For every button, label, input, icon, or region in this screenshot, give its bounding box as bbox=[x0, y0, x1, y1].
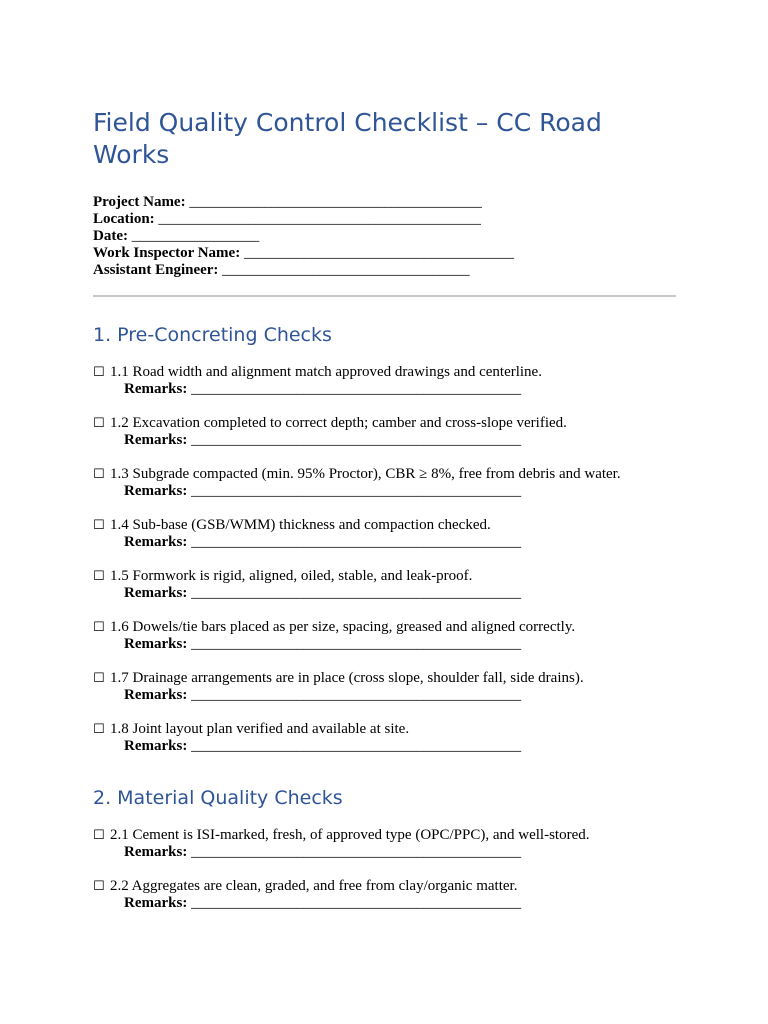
field-work-inspector bbox=[93, 245, 676, 262]
field-label: Date: bbox=[93, 228, 128, 244]
project-info-fields bbox=[93, 194, 676, 279]
checkbox-icon[interactable]: ☐ bbox=[93, 828, 105, 843]
remarks-blank: ____________________________________________ bbox=[187, 381, 522, 397]
remarks-blank: ____________________________________________ bbox=[187, 483, 522, 499]
remarks-label: Remarks: bbox=[124, 687, 188, 703]
field-label: Work Inspector Name: bbox=[93, 245, 241, 261]
remarks-blank: ____________________________________________ bbox=[187, 738, 522, 754]
remarks-blank: ____________________________________________ bbox=[187, 636, 522, 652]
remarks-label: Remarks: bbox=[124, 432, 188, 448]
field-blank: _________________ bbox=[127, 228, 260, 244]
field-project-name bbox=[93, 194, 676, 211]
remarks-label: Remarks: bbox=[124, 844, 188, 860]
remarks-blank: ____________________________________________ bbox=[187, 432, 522, 448]
checkbox-icon[interactable]: ☐ bbox=[93, 518, 105, 533]
field-blank: ___________________________________________ bbox=[154, 211, 481, 227]
checkbox-icon[interactable]: ☐ bbox=[93, 620, 105, 635]
field-blank: ____________________________________ bbox=[240, 245, 514, 261]
checkbox-icon[interactable]: ☐ bbox=[93, 365, 105, 380]
item-text: 1.6 Dowels/tie bars placed as per size, spacing, greased and aligned correctly. bbox=[110, 619, 576, 635]
checkbox-icon[interactable]: ☐ bbox=[93, 879, 105, 894]
remarks-blank: ____________________________________________ bbox=[187, 844, 522, 860]
item-text: 1.1 Road width and alignment match approved drawings and centerline. bbox=[110, 364, 542, 380]
checklist-item bbox=[93, 517, 676, 568]
checklist-item bbox=[93, 827, 676, 878]
item-text: 1.7 Drainage arrangements are in place (cross slope, shoulder fall, side drains). bbox=[110, 670, 584, 686]
remarks-blank: ____________________________________________ bbox=[187, 585, 522, 601]
field-label: Assistant Engineer: bbox=[93, 262, 219, 278]
item-text: 1.8 Joint layout plan verified and available at site. bbox=[110, 721, 410, 737]
checkbox-icon[interactable]: ☐ bbox=[93, 416, 105, 431]
item-text: 2.1 Cement is ISI-marked, fresh, of approved type (OPC/PPC), and well-stored. bbox=[110, 827, 590, 843]
checklist-item bbox=[93, 670, 676, 721]
remarks-label: Remarks: bbox=[124, 483, 188, 499]
item-text: 1.4 Sub-base (GSB/WMM) thickness and compaction checked. bbox=[110, 517, 491, 533]
remarks-label: Remarks: bbox=[124, 636, 188, 652]
section-title-pre-concreting: 1. Pre-Concreting Checks bbox=[93, 324, 332, 346]
remarks-blank: ____________________________________________ bbox=[187, 687, 522, 703]
item-text: 1.2 Excavation completed to correct depth; camber and cross-slope verified. bbox=[110, 415, 567, 431]
checklist-item bbox=[93, 878, 676, 929]
checklist-item bbox=[93, 415, 676, 466]
item-text: 2.2 Aggregates are clean, graded, and free from clay/organic matter. bbox=[110, 878, 518, 894]
checklist-item bbox=[93, 466, 676, 517]
checklist-section-1 bbox=[93, 364, 676, 772]
document-title: Field Quality Control Checklist – CC Road Works bbox=[93, 108, 602, 169]
field-blank: _______________________________________ bbox=[185, 194, 482, 210]
field-label: Location: bbox=[93, 211, 155, 227]
checkbox-icon[interactable]: ☐ bbox=[93, 467, 105, 482]
item-text: 1.3 Subgrade compacted (min. 95% Proctor), CBR ≥ 8%, free from debris and water. bbox=[110, 466, 621, 482]
section-title-material-quality: 2. Material Quality Checks bbox=[93, 787, 343, 809]
checkbox-icon[interactable]: ☐ bbox=[93, 671, 105, 686]
checklist-section-2 bbox=[93, 827, 676, 929]
field-date bbox=[93, 228, 676, 245]
checklist-item bbox=[93, 568, 676, 619]
remarks-label: Remarks: bbox=[124, 381, 188, 397]
field-blank: _________________________________ bbox=[218, 262, 470, 278]
checklist-item bbox=[93, 619, 676, 670]
item-text: 1.5 Formwork is rigid, aligned, oiled, stable, and leak-proof. bbox=[110, 568, 473, 584]
remarks-label: Remarks: bbox=[124, 534, 188, 550]
field-assistant-engineer bbox=[93, 262, 676, 279]
field-location bbox=[93, 211, 676, 228]
remarks-blank: ____________________________________________ bbox=[187, 895, 522, 911]
remarks-label: Remarks: bbox=[124, 738, 188, 754]
checklist-item bbox=[93, 721, 676, 772]
checkbox-icon[interactable]: ☐ bbox=[93, 569, 105, 584]
checkbox-icon[interactable]: ☐ bbox=[93, 722, 105, 737]
horizontal-divider bbox=[93, 295, 676, 297]
remarks-blank: ____________________________________________ bbox=[187, 534, 522, 550]
field-label: Project Name: bbox=[93, 194, 186, 210]
remarks-label: Remarks: bbox=[124, 895, 188, 911]
remarks-label: Remarks: bbox=[124, 585, 188, 601]
document-page bbox=[93, 107, 676, 929]
checklist-item bbox=[93, 364, 676, 415]
